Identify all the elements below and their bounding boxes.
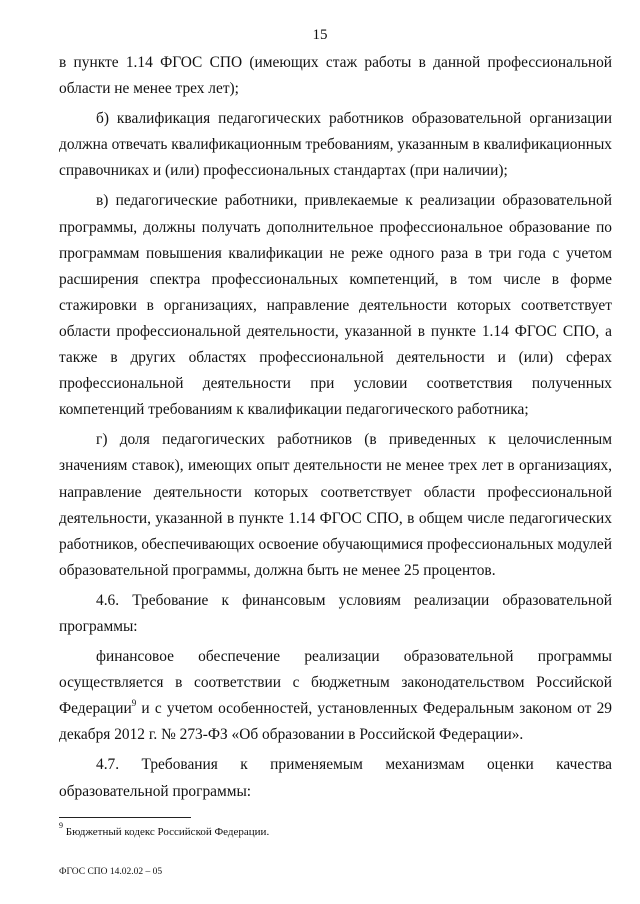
paragraph-item-g: г) доля педагогических работников (в приведенных к целочисленным значениям ставок), имеющих опыт деятельности не менее трех лет в организациях, направление деятельности которых соответствует области профессиональной деятельности, указанной в пункте 1.14 ФГОС СПО, в общем числе педагогических работников, обеспечивающих освоение обучающимися профессиональных модулей образовательной программы, должна быть не менее 25 процентов. bbox=[59, 431, 612, 579]
footnote-number: 9 bbox=[59, 821, 63, 831]
footnote-reference[interactable]: 9 bbox=[131, 698, 137, 709]
finance-text-start: финансовое обеспечение реализации образовательной программы осуществляется в соответствии с бюджетным законодательством Российской Федерации bbox=[59, 648, 612, 718]
footnote bbox=[59, 821, 612, 839]
document-body bbox=[59, 50, 612, 805]
footnote-text: Бюджетный кодекс Российской Федерации. bbox=[63, 826, 270, 838]
paragraph-item-v: в) педагогические работники, привлекаемые к реализации образовательной программы, должны получать дополнительное профессиональное образование по программам повышения квалификации не реже одного раза в три года с учетом расширения спектра профессиональных компетенций, в том числе в форме стажировки в организациях, направление деятельности которых соответствует области профессиональной деятельности, указанной в пункте 1.14 ФГОС СПО, а также в других областях профессиональной деятельности и (или) сферах профессиональной деятельности при условии соответствия полученных компетенций требованиям к квалификации педагогического работника; bbox=[59, 192, 612, 419]
paragraph-finance bbox=[59, 644, 612, 748]
paragraph-item-b: б) квалификация педагогических работников образовательной организации должна отвечать квалификационным требованиям, указанным в квалификационных справочниках и (или) профессиональных стандартах (при наличии); bbox=[59, 110, 612, 180]
document-code: ФГОС СПО 14.02.02 – 05 bbox=[59, 867, 163, 877]
paragraph-continuation: в пункте 1.14 ФГОС СПО (имеющих стаж работы в данной профессиональной области не менее трех лет); bbox=[59, 54, 612, 98]
section-4-7-heading: 4.7. Требования к применяемым механизмам оценки качества образовательной программы: bbox=[59, 756, 612, 800]
finance-text-end: и с учетом особенностей, установленных Федеральным законом от 29 декабря 2012 г. № 273-ФЗ «Об образовании в Российской Федерации». bbox=[59, 700, 612, 744]
section-4-6-heading: 4.6. Требование к финансовым условиям реализации образовательной программы: bbox=[59, 591, 612, 635]
page-number: 15 bbox=[312, 27, 328, 43]
footnote-divider bbox=[59, 817, 191, 818]
